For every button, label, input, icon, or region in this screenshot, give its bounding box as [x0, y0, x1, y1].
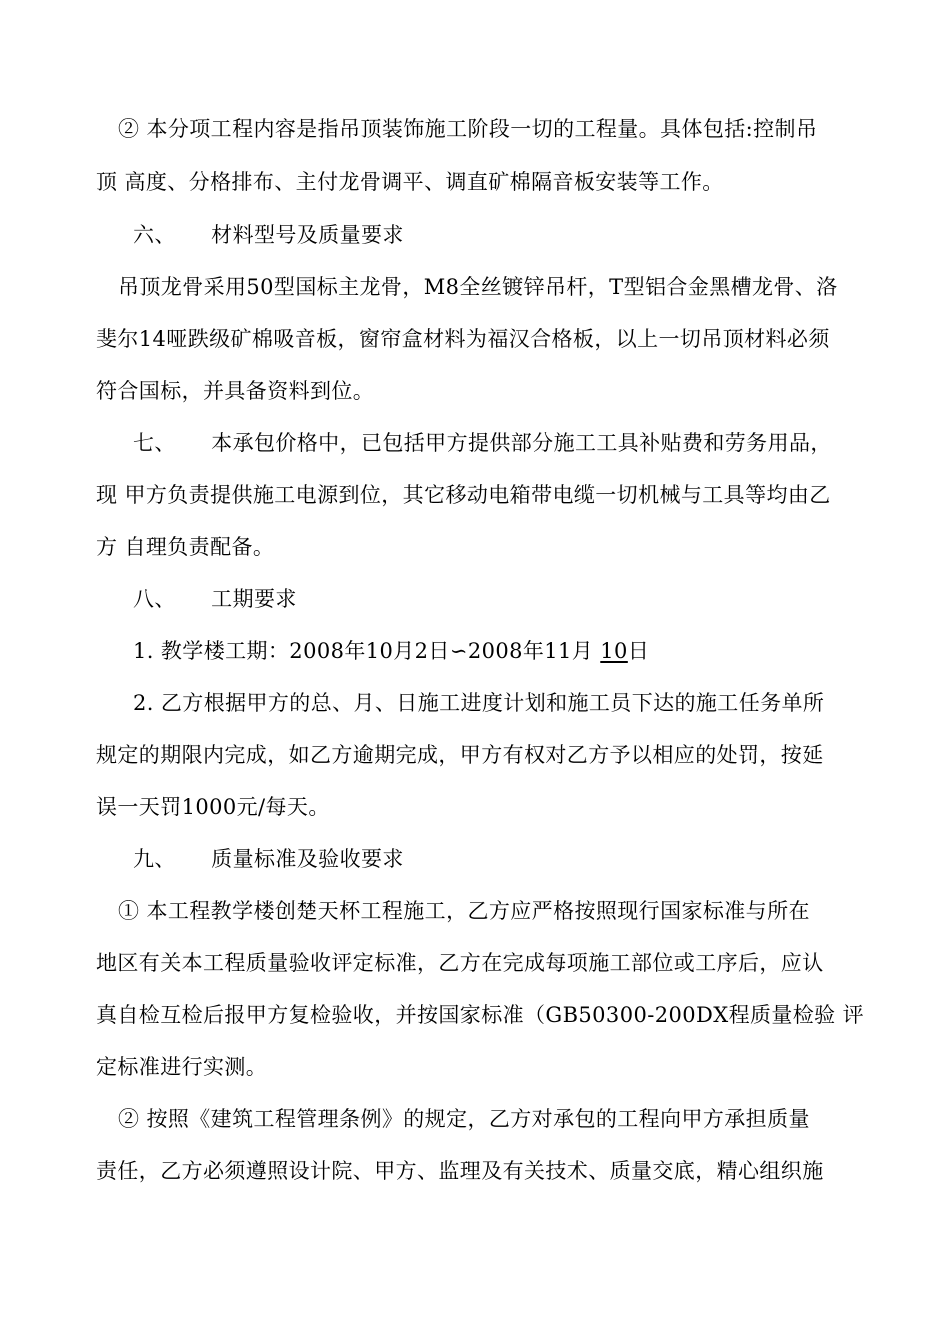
section-heading-8: 八、 工期要求: [133, 587, 297, 611]
schedule-end-day: 10: [600, 639, 628, 663]
text-line-2: 顶 高度、分格排布、主付龙骨调平、调直矿棉隔音板安装等工作。: [96, 170, 724, 194]
text-line-9: 方 自理负责配备。: [96, 535, 275, 559]
section-heading-7: 七、 本承包价格中，已包括甲方提供部分施工工具补贴费和劳务用品，: [133, 431, 832, 455]
schedule-line: [133, 636, 913, 666]
section-heading-9: 九、 质量标准及验收要求: [133, 847, 404, 871]
section-heading-6: 六、 材料型号及质量要求: [133, 223, 404, 247]
text-line-21: 责任，乙方必须遵照设计院、甲方、监理及有关技术、质量交底，精心组织施: [96, 1159, 824, 1183]
schedule-end-suffix: 日: [627, 639, 650, 663]
text-line-20: ② 按照《建筑工程管理条例》的规定，乙方对承包的工程向甲方承担质量: [118, 1107, 810, 1131]
text-line-17: 地区有关本工程质量验收评定标准，乙方在完成每项施工部位或工序后，应认: [96, 951, 824, 975]
text-line-6: 符合国标，并具备资料到位。: [96, 379, 375, 403]
schedule-text: 1. 教学楼工期：2008年10月2日∽2008年11月: [133, 639, 601, 663]
text-line-1: ② 本分项工程内容是指吊顶装饰施工阶段一切的工程量。具体包括:控制吊: [118, 117, 818, 141]
text-line-4: 吊顶龙骨采用50型国标主龙骨，M8全丝镀锌吊杆，T型铝合金黑槽龙骨、洛: [118, 275, 838, 299]
text-line-16: ① 本工程教学楼创楚天杯工程施工，乙方应严格按照现行国家标准与所在: [118, 899, 810, 923]
text-line-5: 斐尔14哑跌级矿棉吸音板，窗帘盒材料为福汉合格板，以上一切吊顶材料必须: [96, 327, 830, 351]
text-line-12: 2. 乙方根据甲方的总、月、日施工进度计划和施工员下达的施工任务单所: [133, 691, 825, 715]
text-line-14: 误一天罚1000元/每天。: [96, 795, 330, 819]
text-line-19: 定标准进行实测。: [96, 1055, 268, 1079]
text-line-18: 真自检互检后报甲方复检验收，并按国家标准（GB50300-200DX程质量检验 评: [96, 1003, 865, 1027]
text-line-13: 规定的期限内完成，如乙方逾期完成，甲方有权对乙方予以相应的处罚，按延: [96, 743, 824, 767]
text-line-8: 现 甲方负责提供施工电源到位，其它移动电箱带电缆一切机械与工具等均由乙: [96, 483, 831, 507]
